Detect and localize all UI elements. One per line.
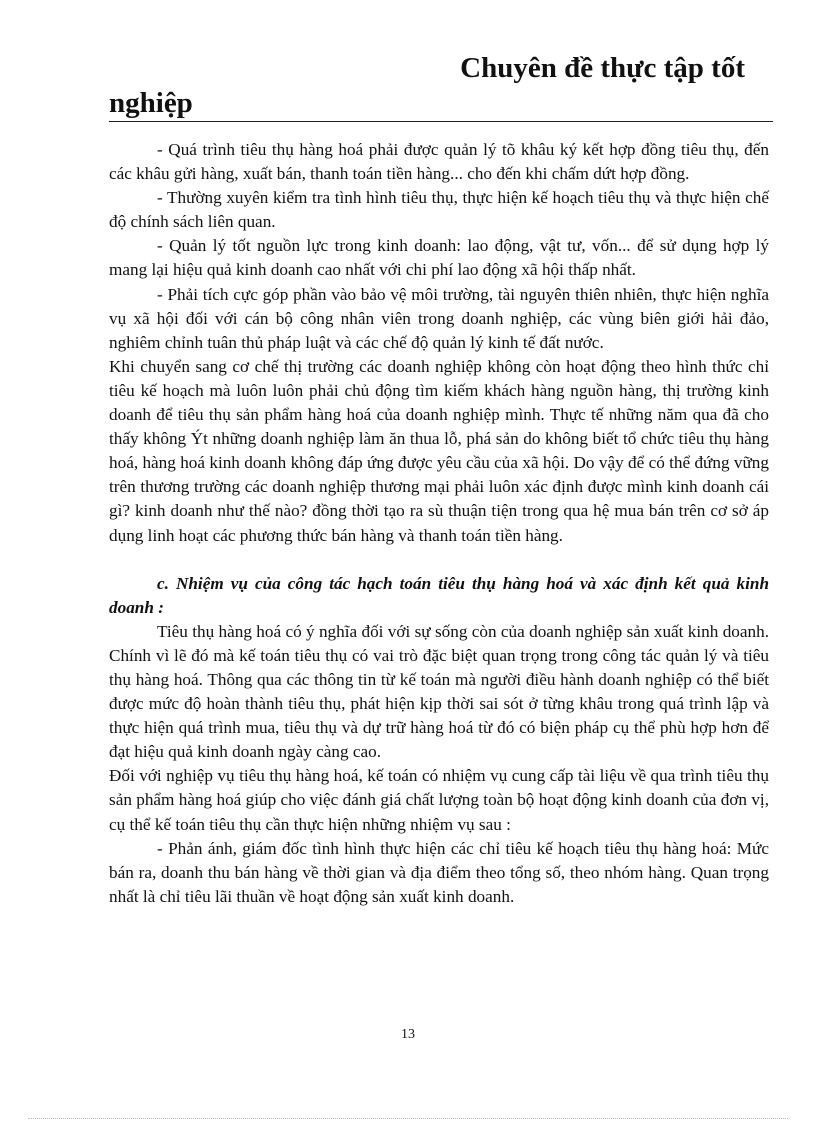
paragraph-bullet-1: - Quá trình tiêu thụ hàng hoá phải được quản lý tõ khâu ký kết hợp đồng tiêu thụ, đến các khâu gửi hàng, xuất bán, thanh toán tiền hàng... cho đến khi chấm dứt hợp đồng. — [109, 140, 769, 184]
header-divider — [109, 121, 773, 122]
paragraph-bullet-3: - Quản lý tốt nguồn lực trong kinh doanh: lao động, vật tư, vốn... để sử dụng hợp lý mang lại hiệu quả kinh doanh cao nhất với chi phí lao động xã hội thấp nhất. — [109, 236, 769, 280]
paragraph-bullet-4: - Phải tích cực góp phần vào bảo vệ môi trường, tài nguyên thiên nhiên, thực hiện nghĩa vụ xã hội đối với cán bộ công nhân viên trong doanh nghiệp, các vùng biên giới hải đảo, nghiêm chỉnh tuân thủ pháp luật và các chế độ quản lý kinh tế đất nước. — [109, 284, 769, 352]
document-body — [109, 138, 769, 909]
header-title-line1: Chuyên đề thực tập tốt — [460, 52, 745, 84]
paragraph-bullet-5: - Phản ánh, giám đốc tình hình thực hiện các chỉ tiêu kế hoạch tiêu thụ hàng hoá: Mức bán ra, doanh thu bán hàng về thời gian và địa điểm theo tổng số, theo nhóm hàng. Quan trọng nhất là chỉ tiêu lãi thuần về hoạt động sản xuất kinh doanh. — [109, 838, 769, 906]
section-heading-c: c. Nhiệm vụ của công tác hạch toán tiêu thụ hàng hoá và xác định kết quả kinh doanh : — [109, 573, 769, 617]
paragraph-bullet-2: - Thường xuyên kiểm tra tình hình tiêu thụ, thực hiện kế hoạch tiêu thụ và thực hiện chế độ chính sách liên quan. — [109, 188, 769, 232]
page-number: 13 — [401, 1027, 415, 1042]
paragraph-market-mechanism: Khi chuyển sang cơ chế thị trường các doanh nghiệp không còn hoạt động theo hình thức chỉ tiêu kế hoạch mà luôn luôn phải chủ động tìm kiếm khách hàng nguồn hàng, thị trường kinh doanh để tiêu thụ sản phẩm hàng hoá của doanh nghiệp mình. Thực tế những năm qua đã cho thấy không Ýt những doanh nghiệp làm ăn thua lỗ, phá sản do không biết tổ chức tiêu thụ hàng hoá, hàng hoá kinh doanh không đáp ứng được yêu cầu của xã hội. Do vậy để có thể đứng vững trên thương trường các doanh nghiệp thương mại phải luôn xác định được mình kinh doanh cái gì? kinh doanh như thế nào? đồng thời tạo ra sù thuận tiện trong qua hệ mua bán trên cơ sở áp dụng linh hoạt các phương thức bán hàng và thanh toán tiền hàng. — [109, 356, 769, 545]
paragraph-accounting-duties: Đối với nghiệp vụ tiêu thụ hàng hoá, kế toán có nhiệm vụ cung cấp tài liệu về qua trình tiêu thụ sản phẩm hàng hoá giúp cho việc đánh giá chất lượng toàn bộ hoạt động kinh doanh của đơn vị, cụ thể kế toán tiêu thụ cần thực hiện những nhiệm vụ sau : — [109, 766, 769, 834]
paragraph-consumption-meaning: Tiêu thụ hàng hoá có ý nghĩa đối với sự sống còn của doanh nghiệp sản xuất kinh doanh. Chính vì lẽ đó mà kế toán tiêu thụ có vai trò đặc biệt quan trọng trong công tác quản lý và tiêu thụ hàng hoá. Thông qua các thông tin từ kế toán mà người điều hành doanh nghiệp có thể biết được mức độ hoàn thành tiêu thụ, phát hiện kịp thời sai sót ở từng khâu trong quá trình lập và thực hiện quá trình mua, tiêu thụ và dự trữ hàng hoá từ đó có biện pháp cụ thể phù hợp hơn để đạt hiệu quả kinh doanh ngày càng cao. — [109, 621, 769, 762]
paragraph-gap — [109, 548, 769, 572]
header-title-line2: nghiệp — [109, 87, 193, 119]
page-bottom-divider — [28, 1118, 788, 1119]
page-header — [109, 50, 773, 120]
